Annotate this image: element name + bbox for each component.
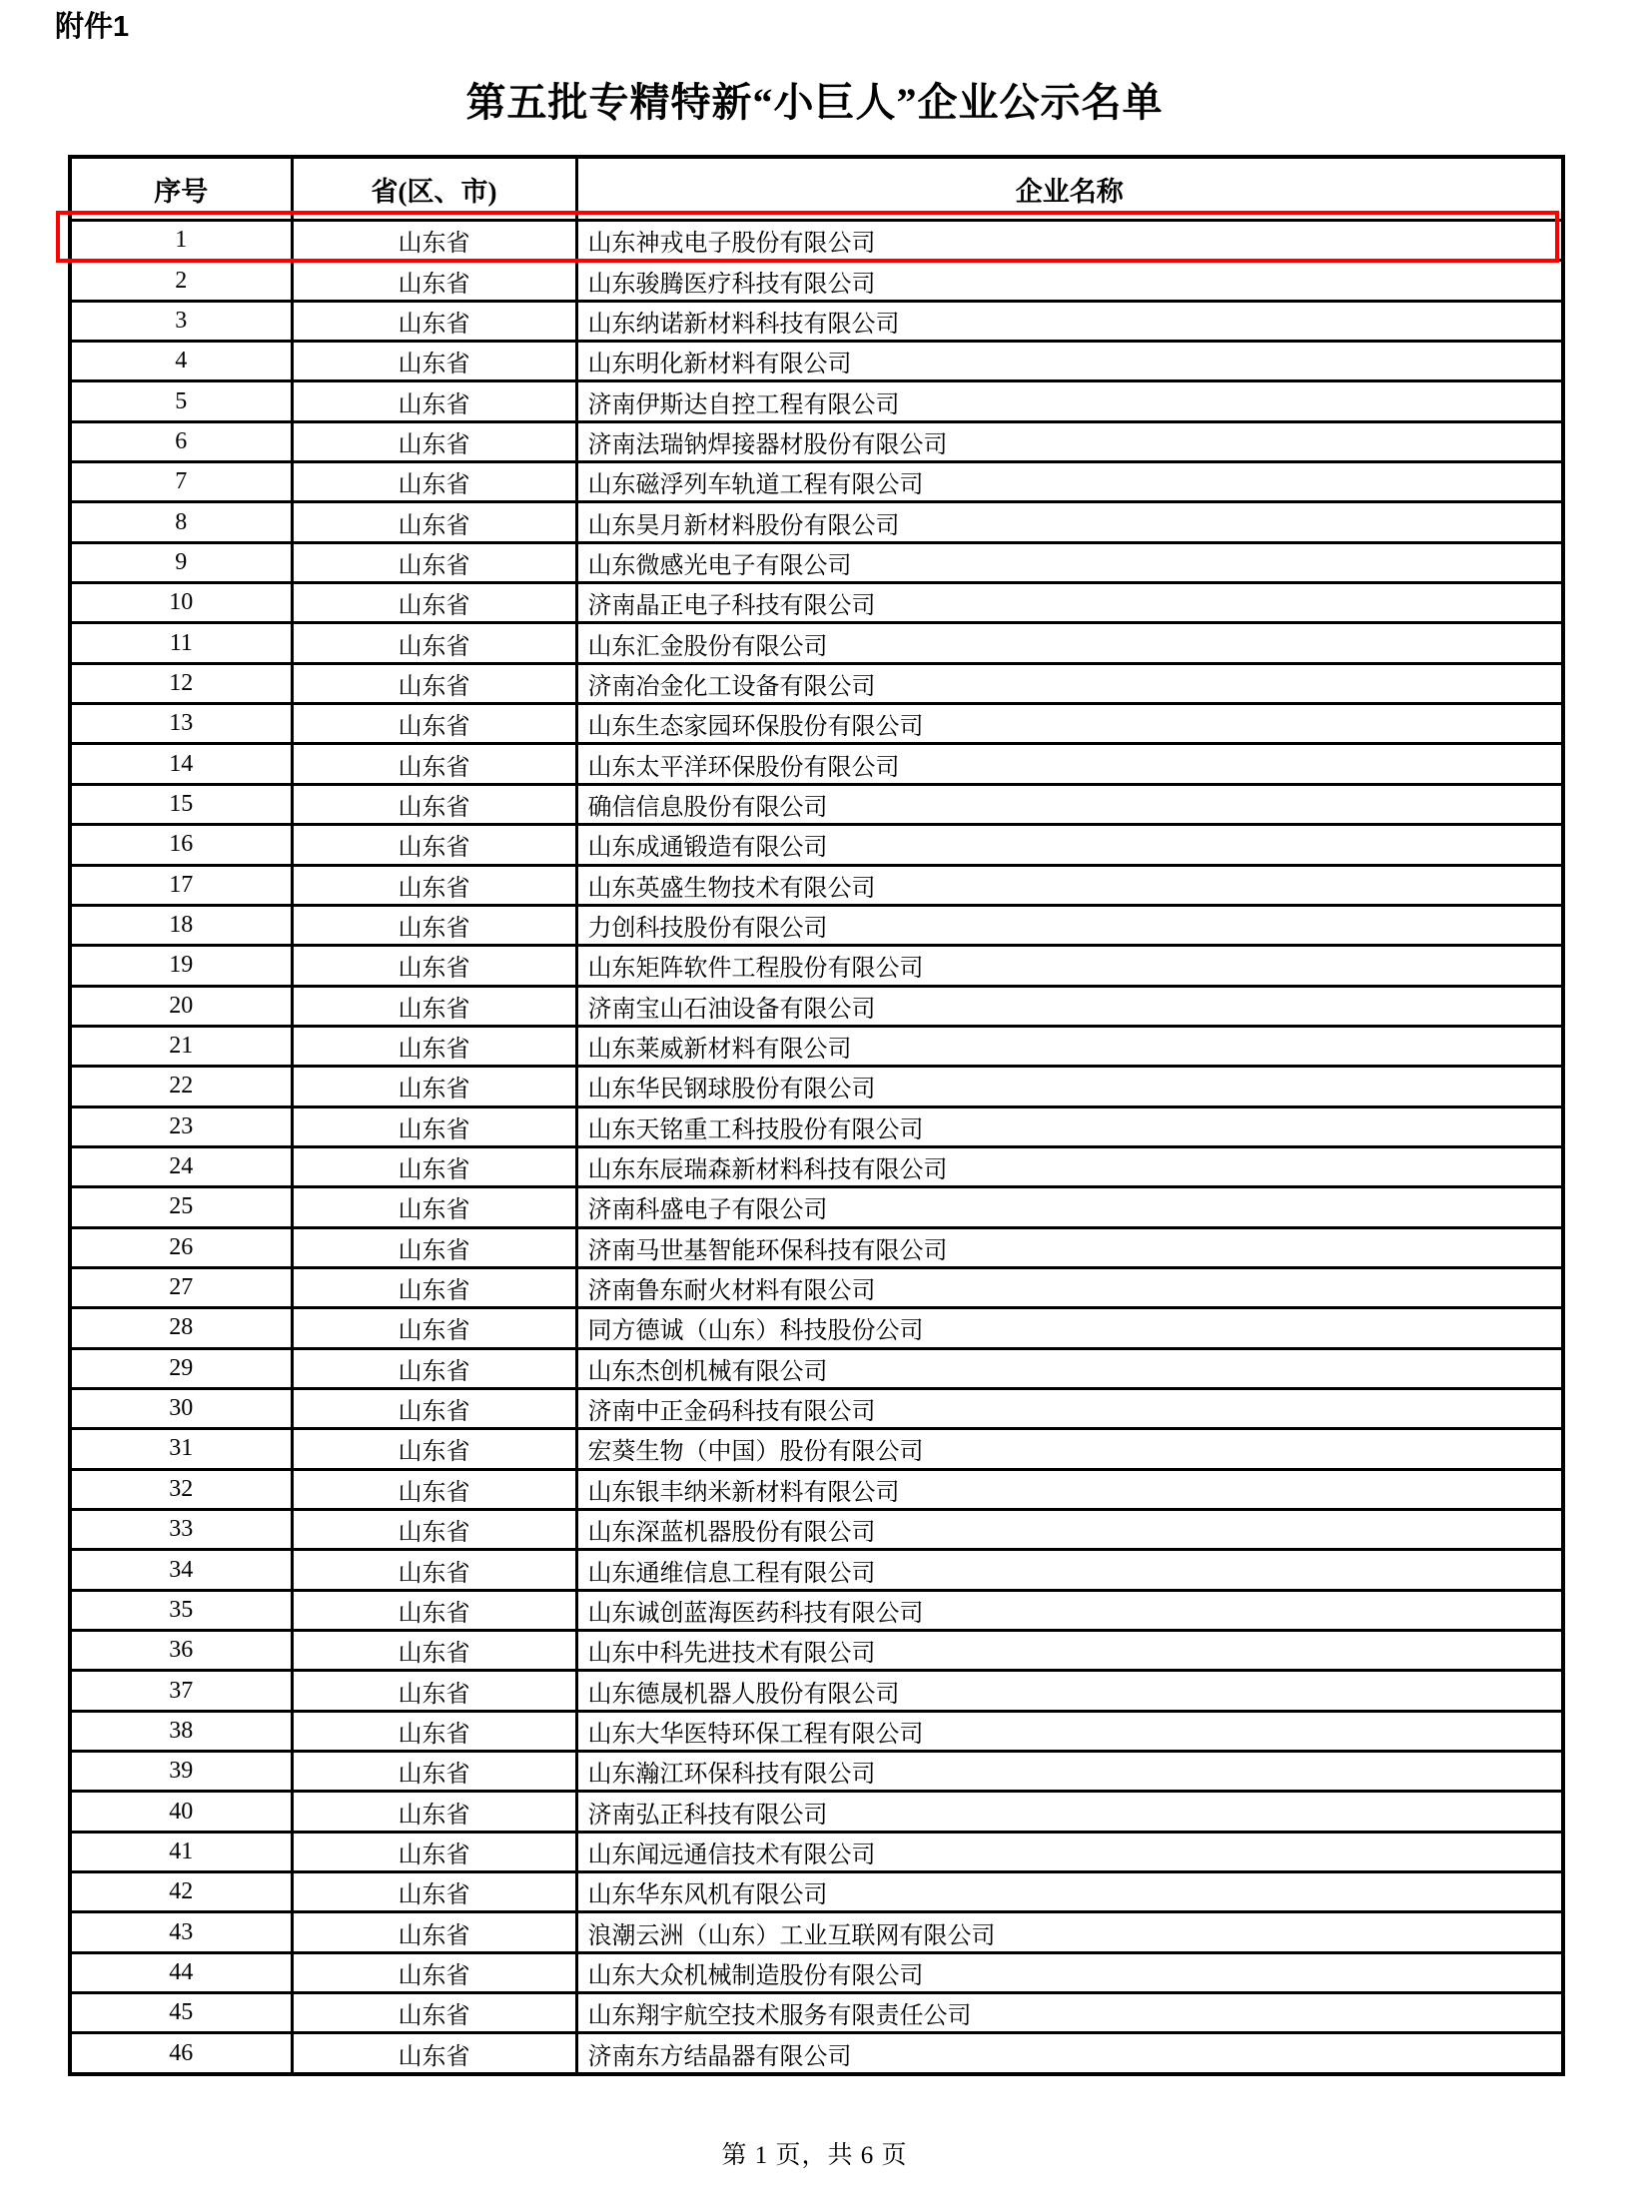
table-row xyxy=(70,1348,1563,1388)
row-index-cell: 39 xyxy=(70,1752,292,1792)
row-index-cell: 46 xyxy=(70,2033,292,2074)
row-province-cell: 山东省 xyxy=(292,663,576,703)
row-company-cell: 山东微感光电子有限公司 xyxy=(576,542,1563,582)
table-row xyxy=(70,1146,1563,1186)
table-row xyxy=(70,1429,1563,1469)
row-province-cell: 山东省 xyxy=(292,462,576,502)
row-company-cell: 济南鲁东耐火材料有限公司 xyxy=(576,1267,1563,1307)
row-company-cell: 山东纳诺新材料科技有限公司 xyxy=(576,301,1563,341)
row-company-cell: 山东东辰瑞森新材料科技有限公司 xyxy=(576,1146,1563,1186)
row-province-cell: 山东省 xyxy=(292,1912,576,1952)
row-province-cell: 山东省 xyxy=(292,1348,576,1388)
row-province-cell: 山东省 xyxy=(292,381,576,421)
row-company-cell: 山东矩阵软件工程股份有限公司 xyxy=(576,946,1563,986)
row-province-cell: 山东省 xyxy=(292,744,576,784)
table-header-row xyxy=(70,157,1563,221)
row-province-cell: 山东省 xyxy=(292,1631,576,1671)
row-company-cell: 山东成通锻造有限公司 xyxy=(576,825,1563,865)
table-row xyxy=(70,1590,1563,1630)
table-row xyxy=(70,1872,1563,1912)
table-row xyxy=(70,1469,1563,1509)
page-number-footer: 第 1 页，共 6 页 xyxy=(721,2142,908,2169)
row-company-cell: 山东大众机械制造股份有限公司 xyxy=(576,1952,1563,1992)
row-index-cell: 2 xyxy=(70,261,292,301)
row-company-cell: 山东磁浮列车轨道工程有限公司 xyxy=(576,462,1563,502)
table-row xyxy=(70,905,1563,945)
row-company-cell: 济南弘正科技有限公司 xyxy=(576,1792,1563,1832)
row-company-cell: 山东银丰纳米新材料有限公司 xyxy=(576,1469,1563,1509)
table-row xyxy=(70,221,1563,261)
table-row xyxy=(70,1671,1563,1711)
row-company-cell: 山东闻远通信技术有限公司 xyxy=(576,1832,1563,1871)
row-province-cell: 山东省 xyxy=(292,825,576,865)
table-row xyxy=(70,1792,1563,1832)
row-province-cell: 山东省 xyxy=(292,1388,576,1428)
row-index-cell: 18 xyxy=(70,905,292,945)
row-index-cell: 34 xyxy=(70,1550,292,1590)
row-index-cell: 13 xyxy=(70,704,292,744)
row-company-cell: 山东天铭重工科技股份有限公司 xyxy=(576,1106,1563,1146)
row-company-cell: 山东昊月新材料股份有限公司 xyxy=(576,502,1563,542)
row-index-cell: 19 xyxy=(70,946,292,986)
table-row xyxy=(70,1952,1563,1992)
row-company-cell: 济南东方结晶器有限公司 xyxy=(576,2033,1563,2074)
row-province-cell: 山东省 xyxy=(292,342,576,381)
row-index-cell: 30 xyxy=(70,1388,292,1428)
row-index-cell: 7 xyxy=(70,462,292,502)
row-company-cell: 力创科技股份有限公司 xyxy=(576,905,1563,945)
row-index-cell: 16 xyxy=(70,825,292,865)
row-index-cell: 41 xyxy=(70,1832,292,1871)
row-province-cell: 山东省 xyxy=(292,421,576,461)
row-province-cell: 山东省 xyxy=(292,1510,576,1550)
row-index-cell: 26 xyxy=(70,1227,292,1267)
row-company-cell: 济南马世基智能环保科技有限公司 xyxy=(576,1227,1563,1267)
table-row xyxy=(70,663,1563,703)
row-company-cell: 济南冶金化工设备有限公司 xyxy=(576,663,1563,703)
row-index-cell: 32 xyxy=(70,1469,292,1509)
table-row xyxy=(70,1308,1563,1348)
row-index-cell: 24 xyxy=(70,1146,292,1186)
table-row xyxy=(70,744,1563,784)
row-index-cell: 21 xyxy=(70,1026,292,1066)
row-index-cell: 20 xyxy=(70,986,292,1026)
table-row xyxy=(70,946,1563,986)
row-province-cell: 山东省 xyxy=(292,1067,576,1106)
row-company-cell: 山东英盛生物技术有限公司 xyxy=(576,865,1563,905)
table-row xyxy=(70,784,1563,824)
table-row xyxy=(70,1912,1563,1952)
row-company-cell: 山东通维信息工程有限公司 xyxy=(576,1550,1563,1590)
row-company-cell: 浪潮云洲（山东）工业互联网有限公司 xyxy=(576,1912,1563,1952)
table-row xyxy=(70,704,1563,744)
row-company-cell: 山东翔宇航空技术服务有限责任公司 xyxy=(576,1993,1563,2033)
row-province-cell: 山东省 xyxy=(292,502,576,542)
table-row xyxy=(70,502,1563,542)
row-province-cell: 山东省 xyxy=(292,1227,576,1267)
row-province-cell: 山东省 xyxy=(292,1026,576,1066)
row-company-cell: 山东德晟机器人股份有限公司 xyxy=(576,1671,1563,1711)
row-index-cell: 33 xyxy=(70,1510,292,1550)
row-index-cell: 42 xyxy=(70,1872,292,1912)
row-province-cell: 山东省 xyxy=(292,542,576,582)
row-index-cell: 11 xyxy=(70,623,292,663)
table-row xyxy=(70,1388,1563,1428)
row-company-cell: 山东明化新材料有限公司 xyxy=(576,342,1563,381)
table-row xyxy=(70,342,1563,381)
table-row xyxy=(70,1510,1563,1550)
row-company-cell: 确信信息股份有限公司 xyxy=(576,784,1563,824)
row-company-cell: 山东神戎电子股份有限公司 xyxy=(576,221,1563,261)
table-row xyxy=(70,2033,1563,2074)
table-row xyxy=(70,986,1563,1026)
row-company-cell: 济南伊斯达自控工程有限公司 xyxy=(576,381,1563,421)
company-table xyxy=(68,155,1565,2076)
row-index-cell: 3 xyxy=(70,301,292,341)
table-row xyxy=(70,1993,1563,2033)
row-index-cell: 22 xyxy=(70,1067,292,1106)
row-province-cell: 山东省 xyxy=(292,1671,576,1711)
attachment-label: 附件1 xyxy=(55,11,130,43)
row-province-cell: 山东省 xyxy=(292,1993,576,2033)
row-province-cell: 山东省 xyxy=(292,784,576,824)
row-province-cell: 山东省 xyxy=(292,1106,576,1146)
table-row xyxy=(70,825,1563,865)
row-province-cell: 山东省 xyxy=(292,946,576,986)
row-province-cell: 山东省 xyxy=(292,1146,576,1186)
row-index-cell: 43 xyxy=(70,1912,292,1952)
row-company-cell: 同方德诚（山东）科技股份公司 xyxy=(576,1308,1563,1348)
page-title: 第五批专精特新“小巨人”企业公示名单 xyxy=(465,80,1164,125)
column-header-province: 省(区、市) xyxy=(292,157,576,221)
row-company-cell: 山东大华医特环保工程有限公司 xyxy=(576,1711,1563,1751)
row-company-cell: 山东太平洋环保股份有限公司 xyxy=(576,744,1563,784)
table-row xyxy=(70,865,1563,905)
table-row xyxy=(70,421,1563,461)
row-province-cell: 山东省 xyxy=(292,1952,576,1992)
row-index-cell: 9 xyxy=(70,542,292,582)
row-index-cell: 28 xyxy=(70,1308,292,1348)
row-index-cell: 5 xyxy=(70,381,292,421)
row-company-cell: 山东深蓝机器股份有限公司 xyxy=(576,1510,1563,1550)
table-row xyxy=(70,381,1563,421)
row-province-cell: 山东省 xyxy=(292,865,576,905)
row-province-cell: 山东省 xyxy=(292,1308,576,1348)
row-province-cell: 山东省 xyxy=(292,1469,576,1509)
row-province-cell: 山东省 xyxy=(292,1187,576,1227)
row-index-cell: 10 xyxy=(70,583,292,623)
row-company-cell: 山东华民钢球股份有限公司 xyxy=(576,1067,1563,1106)
row-company-cell: 济南中正金码科技有限公司 xyxy=(576,1388,1563,1428)
table-row xyxy=(70,1067,1563,1106)
row-company-cell: 山东莱威新材料有限公司 xyxy=(576,1026,1563,1066)
row-province-cell: 山东省 xyxy=(292,301,576,341)
row-index-cell: 1 xyxy=(70,221,292,261)
row-index-cell: 25 xyxy=(70,1187,292,1227)
row-index-cell: 44 xyxy=(70,1952,292,1992)
row-province-cell: 山东省 xyxy=(292,1590,576,1630)
row-index-cell: 40 xyxy=(70,1792,292,1832)
table-row xyxy=(70,1267,1563,1307)
row-company-cell: 山东中科先进技术有限公司 xyxy=(576,1631,1563,1671)
row-province-cell: 山东省 xyxy=(292,1429,576,1469)
row-index-cell: 17 xyxy=(70,865,292,905)
row-company-cell: 济南宝山石油设备有限公司 xyxy=(576,986,1563,1026)
row-index-cell: 8 xyxy=(70,502,292,542)
row-company-cell: 山东诚创蓝海医药科技有限公司 xyxy=(576,1590,1563,1630)
table-row xyxy=(70,301,1563,341)
row-company-cell: 山东汇金股份有限公司 xyxy=(576,623,1563,663)
row-province-cell: 山东省 xyxy=(292,1711,576,1751)
row-province-cell: 山东省 xyxy=(292,2033,576,2074)
row-company-cell: 山东瀚江环保科技有限公司 xyxy=(576,1752,1563,1792)
table-row xyxy=(70,1106,1563,1146)
row-index-cell: 27 xyxy=(70,1267,292,1307)
row-province-cell: 山东省 xyxy=(292,583,576,623)
row-index-cell: 15 xyxy=(70,784,292,824)
row-index-cell: 6 xyxy=(70,421,292,461)
row-province-cell: 山东省 xyxy=(292,1752,576,1792)
row-index-cell: 45 xyxy=(70,1993,292,2033)
row-index-cell: 37 xyxy=(70,1671,292,1711)
table-row xyxy=(70,261,1563,301)
table-row xyxy=(70,1631,1563,1671)
table-row xyxy=(70,1227,1563,1267)
row-company-cell: 宏葵生物（中国）股份有限公司 xyxy=(576,1429,1563,1469)
row-company-cell: 山东生态家园环保股份有限公司 xyxy=(576,704,1563,744)
row-province-cell: 山东省 xyxy=(292,1832,576,1871)
row-company-cell: 济南法瑞钠焊接器材股份有限公司 xyxy=(576,421,1563,461)
row-index-cell: 31 xyxy=(70,1429,292,1469)
table-row xyxy=(70,1187,1563,1227)
table-row xyxy=(70,1832,1563,1871)
table-row xyxy=(70,583,1563,623)
row-company-cell: 济南科盛电子有限公司 xyxy=(576,1187,1563,1227)
table-row xyxy=(70,623,1563,663)
row-company-cell: 山东华东风机有限公司 xyxy=(576,1872,1563,1912)
row-company-cell: 山东骏腾医疗科技有限公司 xyxy=(576,261,1563,301)
column-header-index: 序号 xyxy=(70,157,292,221)
row-index-cell: 38 xyxy=(70,1711,292,1751)
row-index-cell: 14 xyxy=(70,744,292,784)
row-province-cell: 山东省 xyxy=(292,623,576,663)
row-company-cell: 山东杰创机械有限公司 xyxy=(576,1348,1563,1388)
table-row xyxy=(70,542,1563,582)
column-header-company: 企业名称 xyxy=(576,157,1563,221)
row-province-cell: 山东省 xyxy=(292,905,576,945)
row-province-cell: 山东省 xyxy=(292,1872,576,1912)
row-province-cell: 山东省 xyxy=(292,221,576,261)
row-province-cell: 山东省 xyxy=(292,261,576,301)
row-index-cell: 4 xyxy=(70,342,292,381)
row-index-cell: 12 xyxy=(70,663,292,703)
table-row xyxy=(70,1550,1563,1590)
row-province-cell: 山东省 xyxy=(292,986,576,1026)
table-row xyxy=(70,1752,1563,1792)
row-province-cell: 山东省 xyxy=(292,1267,576,1307)
row-province-cell: 山东省 xyxy=(292,1792,576,1832)
row-index-cell: 36 xyxy=(70,1631,292,1671)
row-province-cell: 山东省 xyxy=(292,1550,576,1590)
table-row xyxy=(70,462,1563,502)
row-index-cell: 23 xyxy=(70,1106,292,1146)
row-province-cell: 山东省 xyxy=(292,704,576,744)
row-index-cell: 35 xyxy=(70,1590,292,1630)
table-row xyxy=(70,1711,1563,1751)
row-company-cell: 济南晶正电子科技有限公司 xyxy=(576,583,1563,623)
row-index-cell: 29 xyxy=(70,1348,292,1388)
table-row xyxy=(70,1026,1563,1066)
